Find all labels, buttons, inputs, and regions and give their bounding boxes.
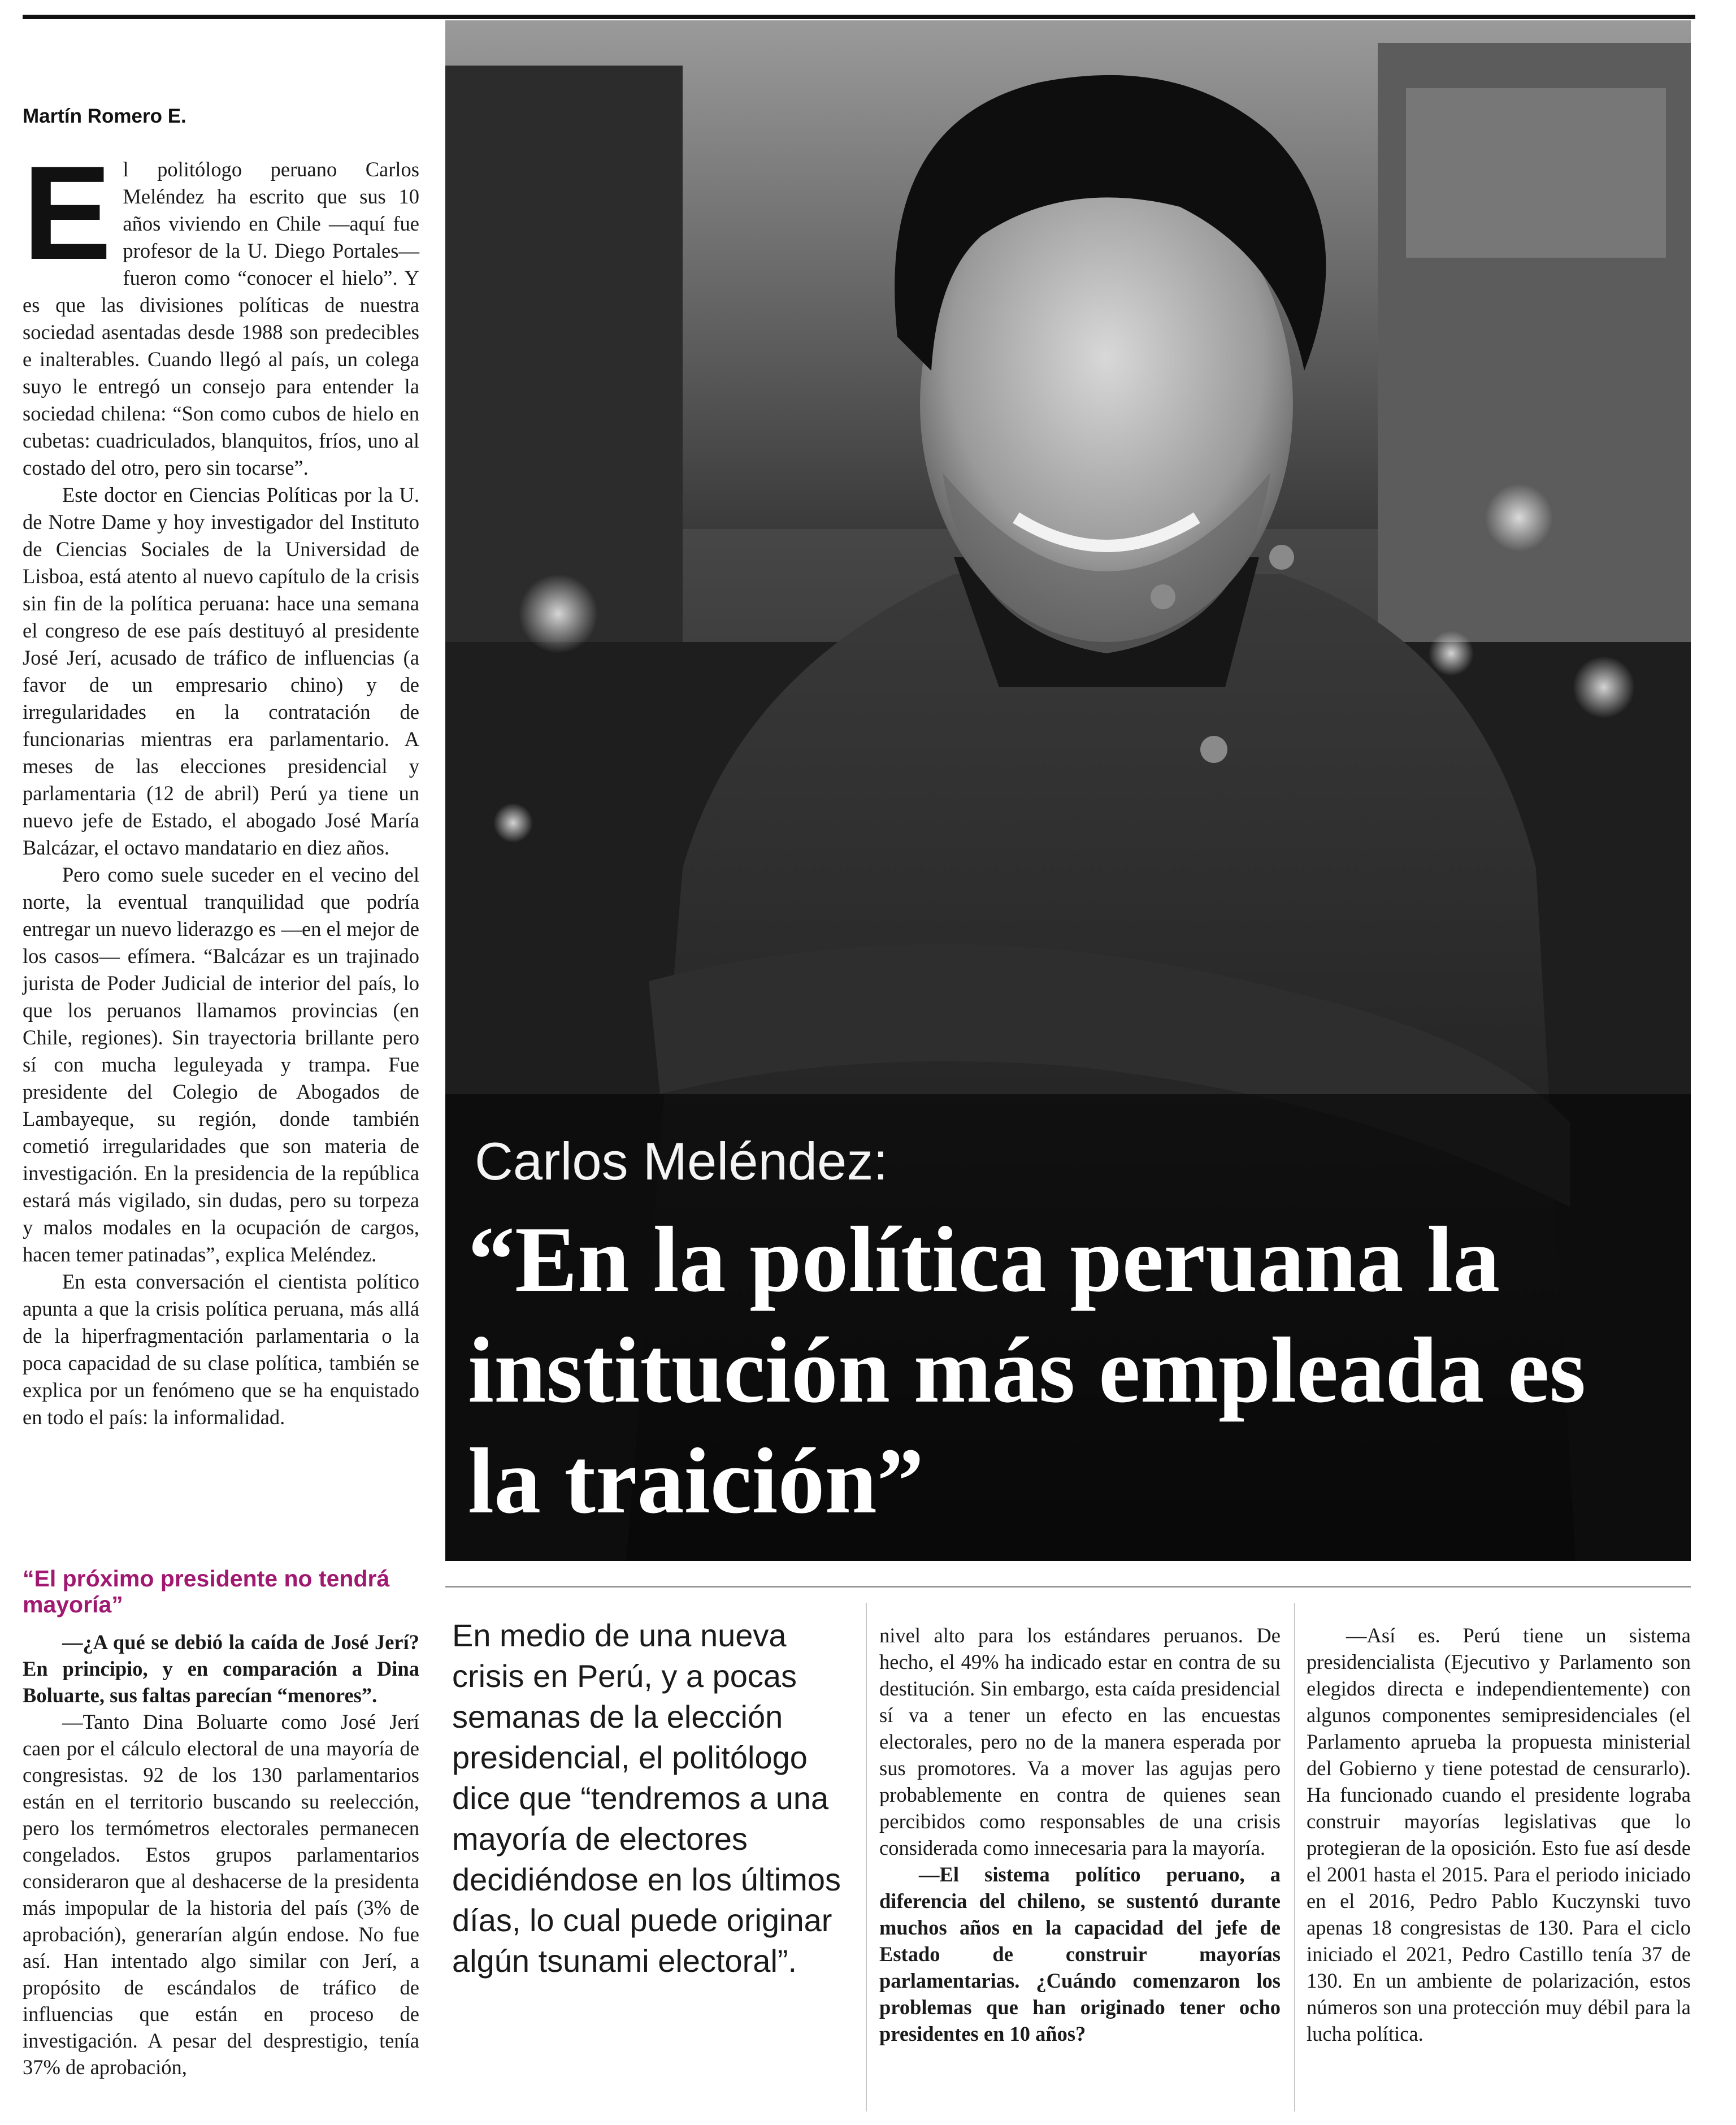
answer-1-continued: nivel alto para los estándares peruanos. De hecho, el 49% ha indicado estar en contra de su destitución. Sin embargo, esta caída presidencial sí va a tener un efecto en las encuestas electorales, pero no de la manera esperada por sus promotores. Va a mover las agujas pero probablemente en contra de quienes sean percibidos como responsables de una crisis considerada como innecesaria para la mayoría. xyxy=(879,1624,1281,1859)
headline-quote: “En la política peruana la institución más empleada es la traición” xyxy=(468,1207,1586,1533)
answer-1: —Tanto Dina Boluarte como José Jerí caen por el cálculo electoral de una mayoría de congresistas. 92 de los 130 parlamentarios están en el territorio buscando su reelección, pero los termómetros electorales permanecen congelados. Estos grupos parlamentarios consideraron que al deshacerse de la presidenta más impopular de la historia del país (3% de aprobación), generarían algún endose. No fue así. Han intentado algo similar con Jerí, a propósito de escándalos de tráfico de influencias que están en proceso de investigación. A pesar del desprestigio, tenía 37% de aprobación, xyxy=(23,1710,419,2079)
drop-cap: E xyxy=(23,138,112,288)
column-divider xyxy=(1294,1603,1295,2111)
section-rule xyxy=(445,1586,1691,1588)
question-1: —¿A qué se debió la caída de José Jerí? En principio, y en comparación a Dina Boluarte, sus faltas parecían “menores”. xyxy=(23,1630,419,1707)
question-2: —El sistema político peruano, a diferencia del chileno, se sustentó durante muchos años en la capacidad del jefe de Estado de construir mayorías parlamentarias. ¿Cuándo comenzaron los problemas que han originado tener ocho presidentes en 10 años? xyxy=(879,1863,1281,2045)
paragraph-4: En esta conversación el cientista político apunta a que la crisis política peruana, más allá de la hiperfragmentación parlamentaria o la poca capacidad de su clase política, también se explica por un fenómeno que se ha enquistado en todo el país: la informalidad. xyxy=(23,1270,419,1429)
paragraph-3: Pero como suele suceder en el vecino del norte, la eventual tranquilidad que podría entregar un nuevo liderazgo es —en el mejor de los casos— efímera. “Balcázar es un trajinado jurista de Poder Judicial de interior del país, lo que los peruanos llamamos provincias (en Chile, regiones). Sin trayectoria brillante pero sí con mucha leguleyada y trampa. Fue presidente del Colegio de Abogados de Lambayeque, su región, donde también cometió irregularidades que son materia de investigación. En la presidencia de la república estará más vigilado, sin dudas, pero su torpeza y malos modales en la ocupación de cargos, hacen temer patinadas”, explica Meléndez. xyxy=(23,863,419,1266)
headline-name: Carlos Meléndez: xyxy=(475,1131,888,1191)
paragraph-2: Este doctor en Ciencias Políticas por la U. de Notre Dame y hoy investigador del Instituto de Ciencias Sociales de la Universidad de Lisboa, está atento al nuevo capítulo de la crisis sin fin de la política peruana: hace una semana el congreso de ese país destituyó al presidente José Jerí, acusado de tráfico de influencias (a favor de un empresario chino) y de irregularidades en la contratación de funcionarias mientras era parlamentario. A meses de las elecciones presidencial y parlamentaria (12 de abril) Perú ya tiene un nuevo jefe de Estado, el abogado José María Balcázar, el octavo mandatario en diez años. xyxy=(23,483,419,859)
article-column-4 xyxy=(1307,1622,1691,2047)
intro-paragraph: El politólogo peruano Carlos Meléndez ha escrito que sus 10 años viviendo en Chile —aquí fue profesor de la U. Diego Portales— fueron como “conocer el hielo”. Y es que las divisiones políticas de nuestra sociedad asentadas desde 1988 son predecibles e inalterables. Cuando llegó al país, un colega suyo le entregó un consejo para entender la sociedad chilena: “Son como cubos de hielo en cubetas: cuadriculados, blanquitos, fríos, uno al costado del otro, pero sin tocarse”. xyxy=(23,138,419,479)
article-column-1 xyxy=(23,138,419,1431)
answer-2: —Así es. Perú tiene un sistema presidencialista (Ejecutivo y Parlamento son elegidos directa e independientemente) con algunos componentes semipresidenciales (el Parlamento aprueba la propuesta ministerial del Gobierno y tiene potestad de censurarlo). Ha funcionado cuando el presidente lograba construir mayorías legislativas que lo protegieran de la oposición. Esto fue así desde el 2001 hasta el 2015. Para el periodo iniciado en el 2016, Pedro Pablo Kuczynski tuvo apenas 18 congresistas de 130. Para el ciclo iniciado el 2021, Pedro Castillo tenía 37 de 130. En un ambiente de polarización, estos números son una protección muy débil para la lucha política. xyxy=(1307,1624,1691,2045)
column-divider xyxy=(866,1603,867,2111)
top-rule xyxy=(23,15,1695,19)
section-subhead: “El próximo presidente no tendrá mayoría” xyxy=(23,1565,390,1617)
article-column-3 xyxy=(879,1622,1281,2047)
byline: Martín Romero E. xyxy=(23,105,186,127)
pull-quote: En medio de una nueva crisis en Perú, y a pocas semanas de la elección presidencial, el politólogo dice que “tendremos a una mayoría de electores decidiéndose en los últimos días, lo cual puede originar algún tsunami electoral”. xyxy=(452,1617,841,1979)
article-column-1-lower xyxy=(23,1629,419,2080)
